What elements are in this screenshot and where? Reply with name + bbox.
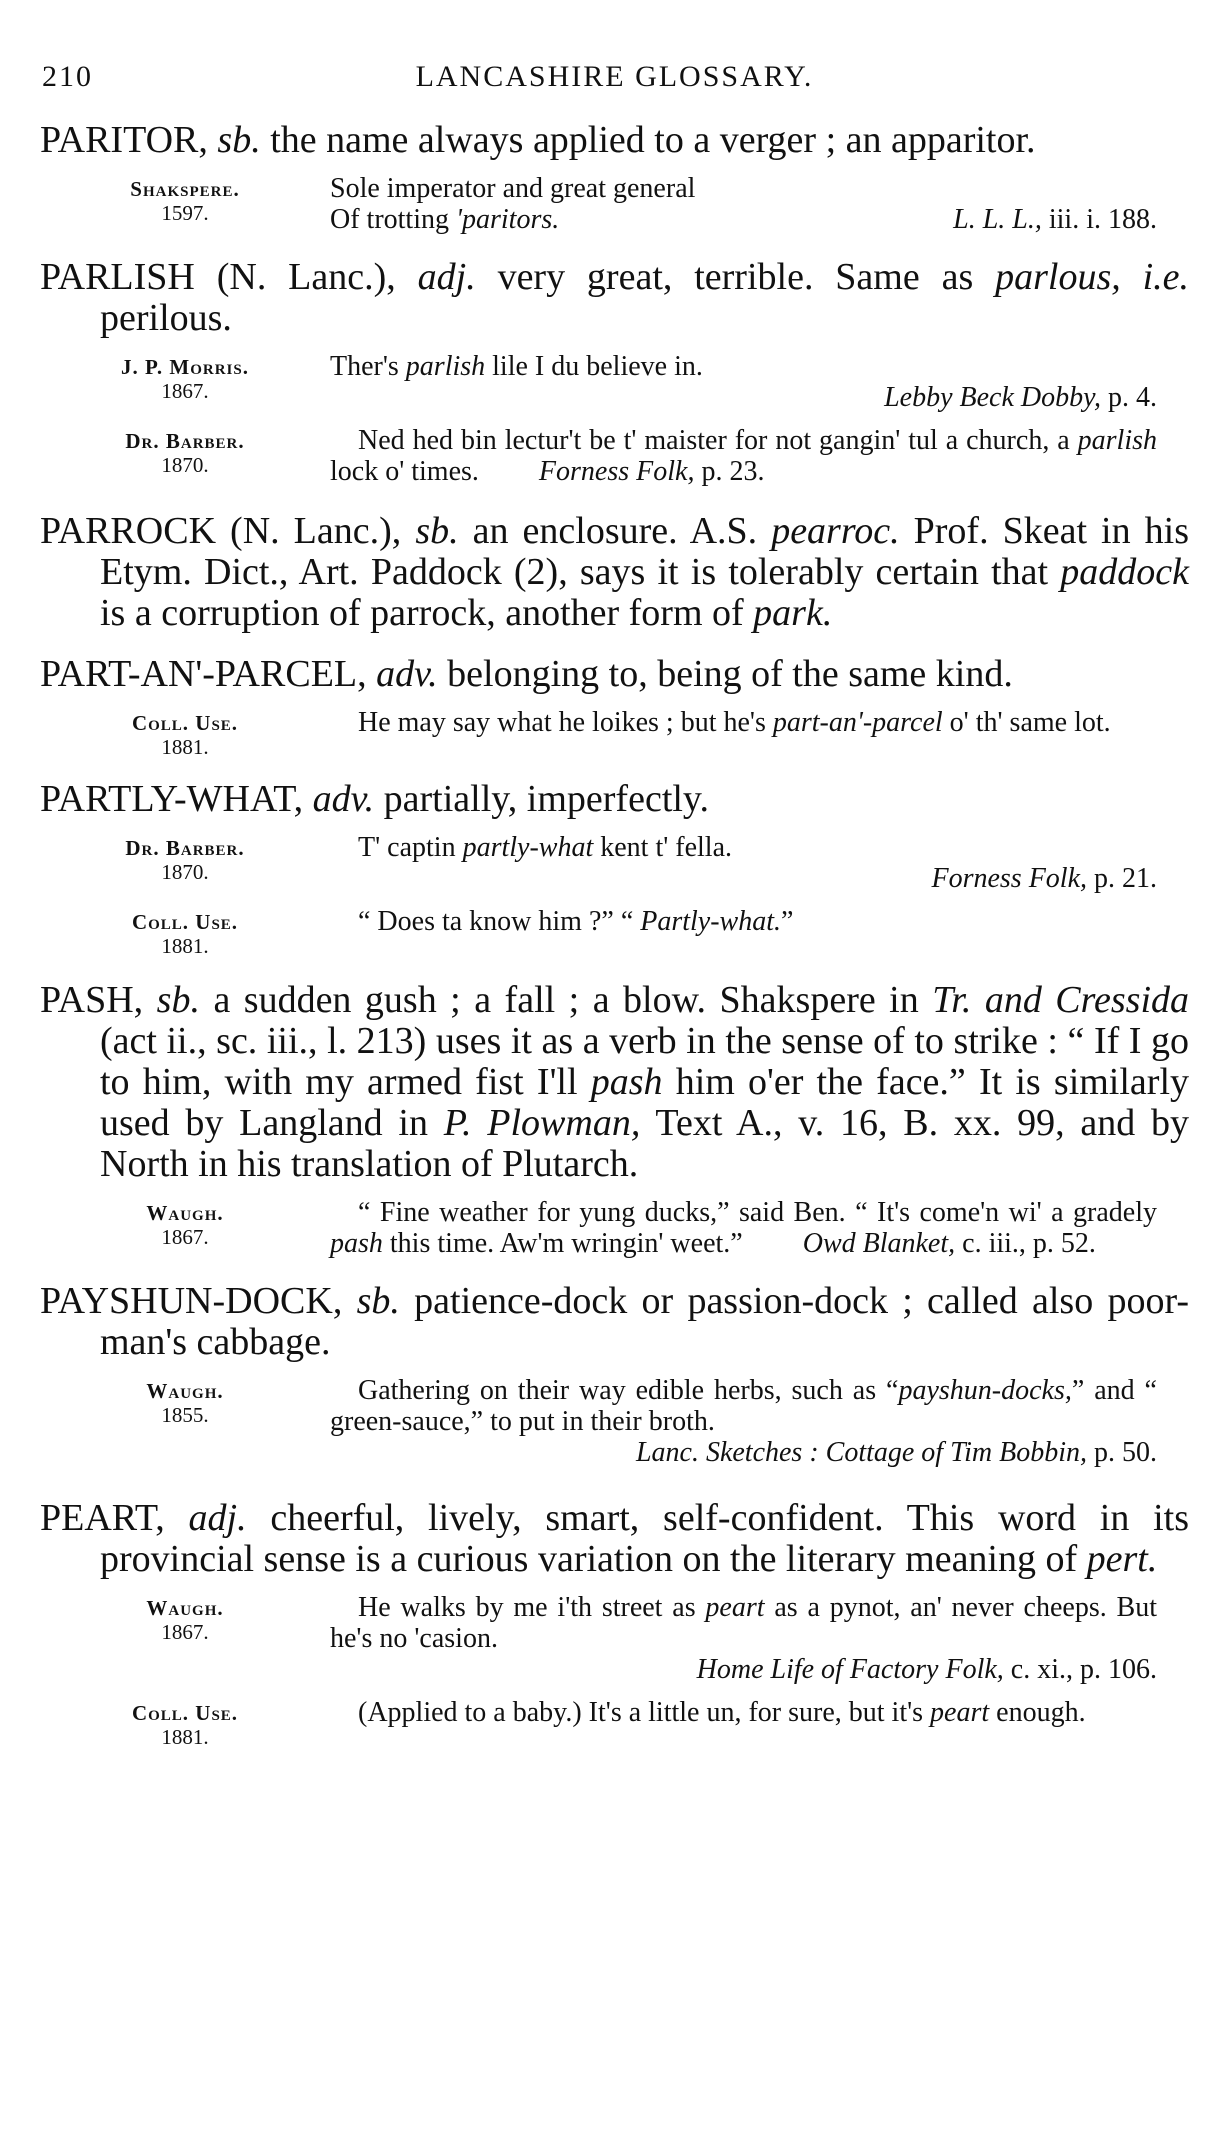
- headword: PARLISH (N. Lanc.),: [40, 256, 396, 298]
- citation: [40, 425, 1189, 487]
- entry-headword-line: [40, 779, 1189, 820]
- citation-work: Forness Folk,: [931, 863, 1087, 894]
- quote-text: [330, 351, 1157, 382]
- definition-emphasis: i.e.: [1142, 256, 1190, 298]
- citation-work: Lebby Beck Dobby,: [884, 382, 1101, 413]
- definition-emphasis: paddock: [1060, 551, 1189, 593]
- citation-author: Coll. Use.: [131, 910, 239, 934]
- entry-headword-line: [40, 120, 1189, 161]
- entry-peart: [40, 1498, 1189, 1749]
- quote-emphasis: parlish: [405, 351, 486, 382]
- definition: Prof. Skeat in his Etym. Dict., Art. Paddock (2), says it is tolerably certain that: [100, 510, 1189, 593]
- quote-text: “ Does ta know him ?” “: [358, 906, 641, 937]
- quote-line: [330, 204, 1157, 235]
- citation-year: 1881.: [161, 1725, 209, 1749]
- quote-text: T' captin: [358, 832, 463, 863]
- entry-headword-line: [40, 257, 1189, 339]
- headword: PAYSHUN-DOCK,: [40, 1280, 343, 1322]
- entry-headword-line: [40, 511, 1189, 634]
- citation-page: p. 50.: [1087, 1437, 1157, 1468]
- citation: [40, 1375, 1189, 1468]
- quote-text: [330, 1197, 1157, 1259]
- citation-quote: [330, 832, 1189, 894]
- citation-year: 1867.: [161, 1225, 209, 1249]
- headword: PARTLY-WHAT,: [40, 778, 304, 820]
- definition: belonging to, being of the same kind.: [447, 653, 1013, 695]
- citation-quote: [330, 707, 1189, 759]
- entry-headword-line: [40, 1498, 1189, 1580]
- quote-text: Ned hed bin lectur't be t' maister for not gangin' tul a church, a: [358, 425, 1078, 456]
- quote-text: Ther's: [330, 351, 406, 382]
- entry-parrock: [40, 511, 1189, 634]
- definition: very great, terrible. Same as: [497, 256, 974, 298]
- citation: [40, 906, 1189, 958]
- citation-reference: [330, 1654, 1157, 1685]
- citation-author: Shakspere.: [130, 177, 240, 201]
- part-of-speech: sb.: [356, 1280, 400, 1322]
- citation-quote: [330, 351, 1189, 413]
- headword: PARITOR,: [40, 119, 208, 161]
- citation-work: Home Life of Factory Folk,: [696, 1654, 1004, 1685]
- quote-emphasis: partly-what: [462, 832, 594, 863]
- quote-text: Of trotting: [330, 204, 456, 235]
- citation-year: 1867.: [161, 1620, 209, 1644]
- citation-quote: [330, 1697, 1189, 1749]
- definition-emphasis: park.: [753, 592, 833, 634]
- part-of-speech: adj.: [417, 256, 476, 298]
- citation-year: 1867.: [161, 379, 209, 403]
- quote-text: [330, 1375, 1157, 1437]
- citation-work: Forness Folk,: [538, 456, 695, 487]
- definition: the name always applied to a verger ; an apparitor.: [270, 119, 1036, 161]
- citation: [40, 1697, 1189, 1749]
- citation-year: 1870.: [161, 860, 209, 884]
- citation: [40, 1197, 1189, 1259]
- citation: [40, 173, 1189, 235]
- running-head: [40, 60, 1189, 120]
- part-of-speech: sb.: [217, 119, 261, 161]
- citation-page: c. xi., p. 106.: [1003, 1654, 1157, 1685]
- citation-source: [40, 1592, 330, 1685]
- definition-emphasis: parlous,: [995, 256, 1121, 298]
- entry-headword-line: [40, 654, 1189, 695]
- entry-payshun-dock: [40, 1281, 1189, 1468]
- entry-part-an-parcel: [40, 654, 1189, 759]
- entry-headword-line: [40, 980, 1189, 1185]
- quote-text: ”: [781, 906, 794, 937]
- quote-text: He may say what he loikes ; but he's: [358, 707, 773, 738]
- entry-headword-line: [40, 1281, 1189, 1363]
- entry-pash: [40, 980, 1189, 1259]
- citation-reference: [330, 1437, 1157, 1468]
- citation-year: 1855.: [161, 1403, 209, 1427]
- citation-quote: [330, 906, 1189, 958]
- definition: cheerful, lively, smart, self-confident. This word in its provincial sense is a curious variation on the literary meaning of: [100, 1497, 1190, 1580]
- quote-emphasis: 'paritors.: [456, 204, 560, 235]
- quote-text: lock o' times.: [330, 456, 479, 487]
- definition: a sudden gush ; a fall ; a blow. Shakspere in: [213, 979, 919, 1021]
- quote-emphasis: part-an'-parcel: [772, 707, 943, 738]
- citation-year: 1597.: [161, 201, 209, 225]
- definition-emphasis: pash: [590, 1061, 663, 1103]
- entry-paritor: [40, 120, 1189, 235]
- part-of-speech: sb.: [156, 979, 200, 1021]
- headword: PARROCK (N. Lanc.),: [40, 510, 402, 552]
- citation-quote: [330, 173, 1189, 235]
- definition-emphasis: Tr. and Cressida: [932, 979, 1190, 1021]
- citation-author: Dr. Barber.: [125, 836, 245, 860]
- part-of-speech: adv.: [312, 778, 375, 820]
- quote-text: “ Fine weather for yung ducks,” said Ben. “ It's come'n wi' a gradely: [358, 1197, 1157, 1228]
- citation-source: [40, 1197, 330, 1259]
- quote-text: (Applied to a baby.) It's a little un, for sure, but it's: [358, 1697, 931, 1728]
- citation-page: p. 4.: [1101, 382, 1157, 413]
- citation-page: p. 21.: [1087, 863, 1157, 894]
- citation: [40, 1592, 1189, 1685]
- quote-text: [330, 707, 1157, 738]
- quote-text: [330, 906, 1157, 937]
- citation-quote: [330, 1197, 1189, 1259]
- citation-reference: [330, 863, 1157, 894]
- definition: (act ii., sc. iii., l. 213) uses it as a verb in the sense of to strike : “ If I go to him, with my armed fist I'll: [100, 1020, 1189, 1103]
- citation-author: Waugh.: [146, 1596, 224, 1620]
- quote-emphasis: Partly-what.: [640, 906, 782, 937]
- citation-source: [40, 1375, 330, 1468]
- citation-source: [40, 906, 330, 958]
- quote-text: He walks by me i'th street as: [358, 1592, 706, 1623]
- citation-author: J. P. Morris.: [121, 355, 249, 379]
- citation-quote: [330, 425, 1189, 487]
- headword: PASH,: [40, 979, 144, 1021]
- citation-source: [40, 351, 330, 413]
- citation-reference: [330, 382, 1157, 413]
- citation-author: Coll. Use.: [131, 1701, 239, 1725]
- citation-page: c. iii., p. 52.: [955, 1228, 1096, 1259]
- page-number: 210: [42, 60, 93, 93]
- definition: partially, imperfectly.: [383, 778, 709, 820]
- quote-emphasis: pash: [330, 1228, 383, 1259]
- quote-text: [330, 1592, 1157, 1654]
- quote-line: Sole imperator and great general: [330, 173, 696, 204]
- citation-page: p. 23.: [694, 456, 765, 487]
- part-of-speech: adv.: [376, 653, 438, 695]
- definition: him o'er the face.” It is similarly used by Langland in: [100, 1061, 1190, 1144]
- quote-emphasis: parlish: [1077, 425, 1157, 456]
- citation-year: 1870.: [161, 453, 209, 477]
- headword: PART-AN'-PARCEL,: [40, 653, 367, 695]
- page-title: LANCASHIRE GLOSSARY.: [415, 60, 814, 93]
- quote-text: lile I du believe in.: [485, 351, 703, 382]
- quote-text: this time. Aw'm wringin' weet.”: [382, 1228, 743, 1259]
- definition-emphasis: pearroc.: [771, 510, 900, 552]
- quote-emphasis: peart: [705, 1592, 765, 1623]
- quote-text: ” and “ green-sauce,” to put in their broth.: [330, 1375, 1157, 1437]
- citation-year: 1881.: [161, 735, 209, 759]
- part-of-speech: adj.: [188, 1497, 247, 1539]
- citation-work: Lanc. Sketches : Cottage of Tim Bobbin,: [635, 1437, 1087, 1468]
- citation-author: Dr. Barber.: [125, 429, 245, 453]
- quote-text: Gathering on their way edible herbs, such as “: [358, 1375, 899, 1406]
- citation-source: [40, 707, 330, 759]
- entry-partly-what: [40, 779, 1189, 958]
- citation-author: Coll. Use.: [131, 711, 239, 735]
- citation-year: 1881.: [161, 934, 209, 958]
- quote-emphasis: peart: [930, 1697, 990, 1728]
- quote-text: [330, 425, 1157, 487]
- citation-source: [40, 173, 330, 235]
- citation-work: Owd Blanket,: [802, 1228, 956, 1259]
- citation: [40, 351, 1189, 413]
- citation-author: Waugh.: [146, 1379, 224, 1403]
- quote-text: enough.: [989, 1697, 1086, 1728]
- quote-text: kent t' fella.: [593, 832, 733, 863]
- citation-source: [40, 1697, 330, 1749]
- citation-page: iii. i. 188.: [1041, 204, 1157, 235]
- citation: [40, 707, 1189, 759]
- quote-text: [330, 1697, 1157, 1728]
- headword: PEART,: [40, 1497, 165, 1539]
- citation-quote: [330, 1592, 1189, 1685]
- definition: perilous.: [100, 297, 232, 339]
- entry-parlish: [40, 257, 1189, 487]
- part-of-speech: sb.: [415, 510, 459, 552]
- definition: an enclosure. A.S.: [472, 510, 758, 552]
- citation: [40, 832, 1189, 894]
- citation-source: [40, 832, 330, 894]
- definition: is a corruption of parrock, another form of: [100, 592, 754, 634]
- definition-emphasis: P. Plowman,: [443, 1102, 641, 1144]
- citation-quote: [330, 1375, 1189, 1468]
- citation-source: [40, 425, 330, 487]
- quote-text: [330, 832, 1157, 863]
- citation-reference: L. L. L.,: [953, 204, 1042, 235]
- quote-text: as a pynot, an' never cheeps. But he's no 'casion.: [330, 1592, 1157, 1654]
- definition-emphasis: pert.: [1086, 1538, 1158, 1580]
- citation-author: Waugh.: [146, 1201, 224, 1225]
- definition: Text A., v. 16, B. xx. 99, and by North in his translation of Plutarch.: [100, 1102, 1189, 1185]
- definition: patience-dock or passion-dock ; called also poor-man's cabbage.: [100, 1280, 1190, 1363]
- quote-emphasis: payshun-docks,: [898, 1375, 1072, 1406]
- quote-text: o' th' same lot.: [942, 707, 1111, 738]
